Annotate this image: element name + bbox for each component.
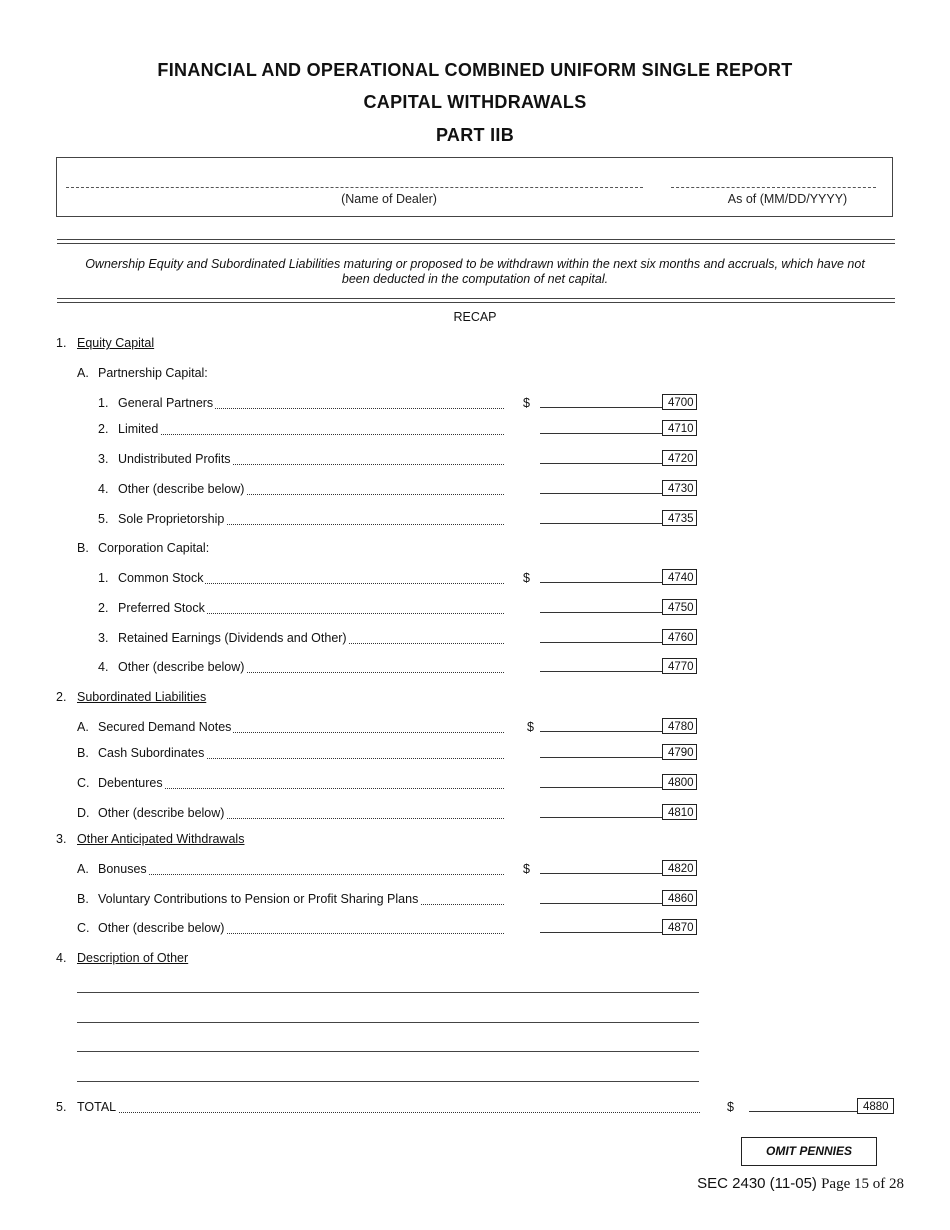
line-code-box: 4740: [662, 569, 697, 585]
line-item-4710: [0, 420, 950, 438]
section-equity-capital: [0, 334, 950, 352]
dealer-name-caption: (Name of Dealer): [341, 192, 437, 206]
line-code-box: 4730: [662, 480, 697, 496]
section-label: Other Anticipated Withdrawals: [77, 832, 245, 846]
dollar-sign: $: [523, 396, 530, 410]
subsection-letter: B.: [77, 541, 89, 555]
line-item-4800: [0, 774, 950, 792]
line-code-box: 4760: [662, 629, 697, 645]
line-number: 2.: [98, 422, 109, 436]
subsection-partnership-capital: [0, 364, 950, 382]
line-code-box: 4750: [662, 599, 697, 615]
amount-field[interactable]: [540, 873, 662, 874]
line-code-box: 4860: [662, 890, 697, 906]
line-item-4810: [0, 804, 950, 822]
line-item-4870: [0, 919, 950, 937]
line-label: Voluntary Contributions to Pension or Profit Sharing Plans: [98, 890, 504, 908]
amount-field[interactable]: [540, 523, 662, 524]
line-number: 1.: [98, 396, 109, 410]
line-number: B.: [77, 892, 89, 906]
divider: [57, 239, 895, 244]
subsection-label: Partnership Capital:: [98, 366, 208, 380]
description-line[interactable]: [77, 1022, 699, 1023]
dollar-sign: $: [727, 1100, 734, 1114]
section-number: 2.: [56, 690, 67, 704]
amount-field[interactable]: [540, 612, 662, 613]
dollar-sign: $: [523, 571, 530, 585]
line-item-4790: [0, 744, 950, 762]
line-code-box: 4800: [662, 774, 697, 790]
line-number: D.: [77, 806, 90, 820]
line-label: Preferred Stock: [118, 599, 504, 617]
line-label: Cash Subordinates: [98, 744, 504, 762]
description-line[interactable]: [77, 1081, 699, 1082]
line-number: B.: [77, 746, 89, 760]
amount-field[interactable]: [540, 407, 662, 408]
line-item-4820: [0, 860, 950, 878]
line-item-4735: [0, 510, 950, 528]
footer: [600, 1175, 904, 1193]
section-label: Description of Other: [77, 951, 189, 965]
line-number: 5.: [98, 512, 109, 526]
section-title: CAPITAL WITHDRAWALS: [363, 92, 587, 112]
as-of-date-field[interactable]: [671, 187, 876, 188]
description-line[interactable]: [77, 992, 699, 993]
line-number: 2.: [98, 601, 109, 615]
amount-field[interactable]: [540, 932, 662, 933]
line-item-4760: [0, 629, 950, 647]
line-code-box: 4880: [857, 1098, 894, 1114]
line-label: Secured Demand Notes: [98, 718, 504, 736]
line-code-box: 4820: [662, 860, 697, 876]
line-label: Common Stock: [118, 569, 504, 587]
line-number: 4.: [98, 482, 109, 496]
line-item-4750: [0, 599, 950, 617]
line-code-box: 4735: [662, 510, 697, 526]
line-label: Other (describe below): [118, 480, 504, 498]
line-label: General Partners: [118, 394, 504, 412]
line-item-4730: [0, 480, 950, 498]
line-number: 4.: [98, 660, 109, 674]
section-label: Subordinated Liabilities: [77, 690, 207, 704]
line-code-box: 4710: [662, 420, 697, 436]
line-label: TOTAL: [77, 1098, 700, 1116]
line-number: A.: [77, 720, 89, 734]
subsection-corporation-capital: [0, 539, 950, 557]
line-code-box: 4720: [662, 450, 697, 466]
dollar-sign: $: [527, 720, 534, 734]
line-number: C.: [77, 776, 90, 790]
amount-field[interactable]: [540, 903, 662, 904]
page-number: Page 15 of 28: [821, 1176, 904, 1192]
amount-field[interactable]: [540, 787, 662, 788]
amount-field[interactable]: [540, 731, 662, 732]
line-code-box: 4790: [662, 744, 697, 760]
line-label: Retained Earnings (Dividends and Other): [118, 629, 504, 647]
amount-field[interactable]: [540, 493, 662, 494]
section-number: 4.: [56, 951, 67, 965]
line-number: C.: [77, 921, 90, 935]
dollar-sign: $: [523, 862, 530, 876]
section-description-of-other: [0, 949, 950, 967]
line-label: Other (describe below): [98, 804, 504, 822]
line-item-4770: [0, 658, 950, 676]
amount-field[interactable]: [540, 817, 662, 818]
line-label: Bonuses: [98, 860, 504, 878]
line-code-box: 4870: [662, 919, 697, 935]
amount-field[interactable]: [540, 463, 662, 464]
total-amount-field[interactable]: [749, 1111, 857, 1112]
section-number: 1.: [56, 336, 67, 350]
as-of-date-caption: As of (MM/DD/YYYY): [727, 192, 848, 206]
line-code-box: 4770: [662, 658, 697, 674]
amount-field[interactable]: [540, 433, 662, 434]
divider: [57, 298, 895, 303]
line-item-4720: [0, 450, 950, 468]
amount-field[interactable]: [540, 757, 662, 758]
amount-field[interactable]: [540, 582, 662, 583]
line-label: Limited: [118, 420, 504, 438]
line-number: 3.: [98, 452, 109, 466]
section-label: Equity Capital: [77, 336, 155, 350]
section-number: 3.: [56, 832, 67, 846]
line-item-4700: [0, 394, 950, 412]
amount-field[interactable]: [540, 671, 662, 672]
intro-text: Ownership Equity and Subordinated Liabilities maturing or proposed to be withdrawn within the next six months and accruals, which have not been deducted in the computation of net capital.: [85, 257, 865, 286]
total-row: [0, 1098, 950, 1116]
line-number: 3.: [98, 631, 109, 645]
line-code-box: 4810: [662, 804, 697, 820]
line-label: Other (describe below): [118, 658, 504, 676]
line-label: Debentures: [98, 774, 504, 792]
recap-heading: RECAP: [453, 310, 497, 324]
part-title: PART IIB: [435, 125, 515, 145]
amount-field[interactable]: [540, 642, 662, 643]
line-item-4860: [0, 890, 950, 908]
line-item-4740: [0, 569, 950, 587]
line-code-box: 4780: [662, 718, 697, 734]
line-item-4780: [0, 718, 950, 736]
dealer-name-field[interactable]: [66, 187, 643, 188]
subsection-letter: A.: [77, 366, 89, 380]
omit-pennies-box: OMIT PENNIES: [741, 1137, 877, 1166]
form-number: SEC 2430 (11-05): [697, 1175, 817, 1192]
section-other-anticipated-withdrawals: [0, 830, 950, 848]
subsection-label: Corporation Capital:: [98, 541, 210, 555]
report-title: FINANCIAL AND OPERATIONAL COMBINED UNIFORM SINGLE REPORT: [157, 60, 793, 80]
line-number: 1.: [98, 571, 109, 585]
line-label: Sole Proprietorship: [118, 510, 504, 528]
line-label: Other (describe below): [98, 919, 504, 937]
line-number: 5.: [56, 1100, 67, 1114]
line-code-box: 4700: [662, 394, 697, 410]
section-subordinated-liabilities: [0, 688, 950, 706]
line-number: A.: [77, 862, 89, 876]
line-label: Undistributed Profits: [118, 450, 504, 468]
description-line[interactable]: [77, 1051, 699, 1052]
